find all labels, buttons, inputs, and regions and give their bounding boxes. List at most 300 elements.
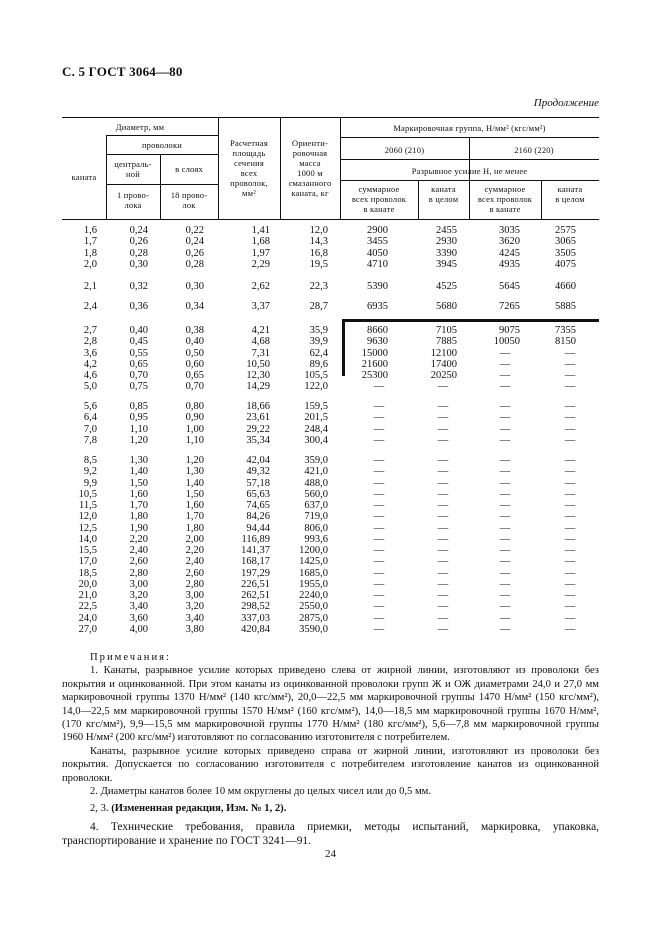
table-cell: —: [437, 578, 449, 590]
table-cell: 0,70: [129, 370, 148, 381]
table-cell: 35,34: [246, 434, 270, 446]
table-cell: 5,0: [83, 381, 97, 393]
note-1: 1. Канаты, разрывное усилие которых приведено слева от жирной линии, изготовляют из проволоки без покрытия и оцинкованной. При этом канаты из оцинкованной проволоки групп Ж и ОЖ диаметрами 24,0 и 27,0 мм маркировочной группы 1370 Н/мм² (140 кгс/мм²), 20,0—22,5 мм маркировочной группы 1470 Н/мм² (150 кгс/мм²), 14,0—22,5 мм маркировочной группы 1570 Н/мм² (160 кгс/мм²), 14,0—18,5 мм маркировочной группы 1670 Н/мм², (170 кгс/мм²), 9,9—15,5 мм маркировочной группы 1770 Н/мм² (180 кгс/мм²), 5,6—7,8 мм маркировочной группы 1960 Н/мм² (200 кгс/мм²) изготовляют по согласованию изготовителя с потребителем.: [62, 665, 599, 744]
divider: [340, 159, 599, 160]
table-cell: 2,1: [83, 281, 97, 292]
table-cell: —: [564, 434, 576, 446]
table-cell: —: [373, 522, 385, 534]
table-cell: 3,60: [129, 612, 148, 624]
col-header-rope-whole-1: каната в целом: [428, 184, 459, 204]
table-cell: 3590,0: [299, 623, 328, 635]
table-cell: 42,04: [246, 455, 270, 466]
table-cell: 488,0: [304, 477, 328, 489]
table-cell: —: [564, 370, 576, 381]
table-cell: 3,20: [129, 590, 148, 601]
table-cell: 0,34: [185, 301, 204, 312]
note-1b: Канаты, разрывное усилие которых приведено справа от жирной линии, изготовляют из проволоки без покрытия. Допускается по согласованию изготовителя с потребителем изготовление канатов из оцинкованной проволоки.: [62, 745, 599, 784]
table-cell: 3505: [555, 247, 576, 259]
table-cell: 9,2: [83, 466, 97, 478]
table-cell: 2,40: [129, 545, 148, 556]
table-cell: —: [373, 578, 385, 590]
table-cell: 337,03: [241, 612, 270, 624]
table-cell: —: [437, 522, 449, 534]
table-cell: —: [564, 545, 576, 556]
table-cell: 3,37: [251, 301, 270, 312]
table-cell: 4,21: [251, 325, 270, 336]
table-cell: 248,4: [304, 423, 328, 435]
divider: [106, 184, 218, 185]
table-cell: —: [437, 434, 449, 446]
table-cell: 8660: [367, 325, 388, 336]
table-cell: —: [437, 423, 449, 435]
table-cell: 9,9: [83, 477, 97, 489]
table-cell: 637,0: [304, 500, 328, 511]
continuation-label: Продолжение: [533, 97, 599, 109]
table-cell: —: [499, 533, 511, 545]
table-cell: 2,00: [185, 533, 204, 545]
table-cell: —: [564, 423, 576, 435]
table-cell: 0,22: [185, 225, 204, 236]
table-cell: 20,0: [78, 578, 97, 590]
table-cell: 3390: [436, 247, 457, 259]
table-cell: 1,90: [129, 522, 148, 534]
table-cell: 2,62: [251, 281, 270, 292]
table-cell: 0,50: [185, 347, 204, 359]
table-cell: 0,65: [185, 370, 204, 381]
table-cell: 10050: [493, 336, 520, 348]
table-cell: —: [564, 533, 576, 545]
table-cell: 0,85: [129, 401, 148, 412]
table-cell: —: [499, 601, 511, 613]
table-cell: 94,44: [246, 522, 270, 534]
table-cell: —: [499, 358, 511, 370]
table-cell: —: [564, 590, 576, 601]
table-cell: 4,6: [83, 370, 97, 381]
table-cell: 4,68: [251, 336, 270, 348]
table-cell: 89,6: [309, 358, 328, 370]
table-cell: 57,18: [246, 477, 270, 489]
table-cell: —: [437, 412, 449, 424]
table-cell: —: [499, 423, 511, 435]
table-cell: 4,00: [129, 623, 148, 635]
table-cell: —: [437, 500, 449, 511]
table-cell: —: [499, 434, 511, 446]
table-cell: —: [437, 545, 449, 556]
table-cell: 6,4: [83, 412, 97, 424]
table-cell: 3065: [555, 236, 576, 248]
table-cell: 3455: [367, 236, 388, 248]
table-cell: 1,10: [185, 434, 204, 446]
table-cell: 20250: [430, 370, 457, 381]
table-cell: 0,32: [129, 281, 148, 292]
divider: [106, 154, 218, 155]
table-cell: —: [437, 556, 449, 568]
table-cell: 1,40: [185, 477, 204, 489]
table-cell: —: [564, 455, 576, 466]
table-cell: 5680: [436, 301, 457, 312]
table-cell: 17400: [430, 358, 457, 370]
table-cell: 421,0: [304, 466, 328, 478]
table-cell: 1,8: [83, 247, 97, 259]
table-cell: 74,65: [246, 500, 270, 511]
table-cell: 10,5: [78, 488, 97, 500]
table-cell: 159,5: [304, 401, 328, 412]
table-cell: 2,80: [129, 567, 148, 579]
table-cell: 1,70: [185, 511, 204, 523]
table-cell: 4525: [436, 281, 457, 292]
table-cell: 262,51: [241, 590, 270, 601]
table-cell: 14,29: [246, 381, 270, 393]
table-cell: 116,89: [241, 533, 270, 545]
divider: [340, 137, 599, 138]
table-cell: —: [373, 466, 385, 478]
table-cell: —: [437, 381, 449, 393]
col-header-sum-wires-2: суммарное всех проволок в канате: [477, 184, 533, 214]
table-cell: 15,5: [78, 545, 97, 556]
table-cell: 2,0: [83, 258, 97, 270]
table-cell: —: [373, 545, 385, 556]
table-cell: 1,97: [251, 247, 270, 259]
col-header-rope-whole-2: каната в целом: [555, 184, 585, 204]
section-2-3: [62, 802, 599, 815]
table-cell: 0,90: [185, 412, 204, 424]
table-cell: 4660: [555, 281, 576, 292]
table-cell: 29,22: [246, 423, 270, 435]
table-cell: 1,70: [129, 500, 148, 511]
divider: [106, 135, 218, 136]
divider: [340, 180, 599, 181]
table-cell: 21,0: [78, 590, 97, 601]
table-cell: 1,00: [185, 423, 204, 435]
table-cell: 1,50: [185, 488, 204, 500]
col-header-layers: в слоях: [175, 164, 203, 174]
table-cell: 0,65: [129, 358, 148, 370]
table-cell: 0,75: [129, 381, 148, 393]
table-cell: 27,0: [78, 623, 97, 635]
table-cell: 12,0: [309, 225, 328, 236]
table-cell: 35,9: [309, 325, 328, 336]
table-cell: 12,0: [78, 511, 97, 523]
table-cell: 12100: [430, 347, 457, 359]
table-cell: 0,26: [129, 236, 148, 248]
table-cell: 168,17: [241, 556, 270, 568]
col-header-grade-2060: 2060 (210): [384, 145, 425, 155]
table-cell: 23,61: [246, 412, 270, 424]
table-cell: —: [499, 500, 511, 511]
table-cell: 5390: [367, 281, 388, 292]
table-cell: 22,3: [309, 281, 328, 292]
table-cell: 18,5: [78, 567, 97, 579]
table-cell: —: [373, 511, 385, 523]
table-cell: 7265: [499, 301, 520, 312]
table-cell: 10,50: [246, 358, 270, 370]
table-cell: 300,4: [304, 434, 328, 446]
table-cell: 7,0: [83, 423, 97, 435]
table-cell: —: [564, 381, 576, 393]
table-cell: —: [373, 401, 385, 412]
table-cell: 1,20: [129, 434, 148, 446]
table-cell: 0,28: [185, 258, 204, 270]
header-bottom-rule: [62, 219, 599, 220]
table-cell: 1,6: [83, 225, 97, 236]
table-cell: —: [564, 358, 576, 370]
table-cell: —: [499, 477, 511, 489]
table-cell: 28,7: [309, 301, 328, 312]
table-cell: —: [437, 488, 449, 500]
table-cell: —: [564, 488, 576, 500]
table-cell: —: [499, 578, 511, 590]
table-cell: 359,0: [304, 455, 328, 466]
section-4: 4. Технические требования, правила приемки, методы испытаний, маркировка, упаковка, транспортирование и хранение по ГОСТ 3241—91.: [62, 820, 599, 847]
table-cell: 2,7: [83, 325, 97, 336]
table-cell: 49,32: [246, 466, 270, 478]
table-cell: —: [373, 488, 385, 500]
table-cell: 197,29: [241, 567, 270, 579]
table-cell: 0,24: [129, 225, 148, 236]
table-cell: —: [373, 412, 385, 424]
table-cell: 8,5: [83, 455, 97, 466]
table-cell: 2,60: [185, 567, 204, 579]
table-cell: 0,80: [185, 401, 204, 412]
page-number: 24: [325, 848, 336, 860]
table-cell: 0,38: [185, 325, 204, 336]
col-header-grade-2160: 2160 (220): [514, 145, 554, 155]
table-cell: 9075: [499, 325, 520, 336]
table-cell: —: [373, 556, 385, 568]
table-cell: 1685,0: [299, 567, 328, 579]
table-cell: 2,60: [129, 556, 148, 568]
table-cell: 1,41: [251, 225, 270, 236]
table-cell: 16,8: [309, 247, 328, 259]
table-cell: —: [437, 590, 449, 601]
table-cell: 3,40: [129, 601, 148, 613]
table-cell: 4710: [367, 258, 388, 270]
table-cell: 7355: [555, 325, 576, 336]
table-cell: 226,51: [241, 578, 270, 590]
table-cell: 2,20: [185, 545, 204, 556]
table-cell: —: [499, 455, 511, 466]
table-cell: 1200,0: [299, 545, 328, 556]
table-cell: 3,00: [129, 578, 148, 590]
table-cell: 560,0: [304, 488, 328, 500]
table-cell: 14,0: [78, 533, 97, 545]
table-cell: —: [437, 401, 449, 412]
table-cell: 0,26: [185, 247, 204, 259]
col-header-wires: проволоки: [141, 140, 183, 150]
table-cell: 0,28: [129, 247, 148, 259]
table-cell: —: [564, 401, 576, 412]
table-cell: —: [373, 533, 385, 545]
table-cell: 3945: [436, 258, 457, 270]
col-header-rope: каната: [71, 172, 97, 182]
table-cell: 2,4: [83, 301, 97, 312]
table-cell: —: [373, 381, 385, 393]
table-cell: 3,6: [83, 347, 97, 359]
table-cell: 5885: [555, 301, 576, 312]
table-cell: 1,30: [129, 455, 148, 466]
table-cell: 8150: [555, 336, 576, 348]
table-cell: 1,60: [129, 488, 148, 500]
table-cell: —: [564, 477, 576, 489]
table-cell: 2240,0: [299, 590, 328, 601]
table-cell: —: [437, 601, 449, 613]
table-cell: 15000: [361, 347, 388, 359]
table-cell: 65,63: [246, 488, 270, 500]
table-cell: 201,5: [304, 412, 328, 424]
table-cell: 18,66: [246, 401, 270, 412]
table-cell: 420,84: [241, 623, 270, 635]
table-cell: 2,40: [185, 556, 204, 568]
table-cell: —: [437, 623, 449, 635]
table-cell: 5645: [499, 281, 520, 292]
table-cell: —: [564, 612, 576, 624]
table-cell: —: [564, 466, 576, 478]
table-cell: 2,80: [185, 578, 204, 590]
table-cell: —: [499, 466, 511, 478]
table-cell: 3,20: [185, 601, 204, 613]
table-cell: —: [437, 612, 449, 624]
table-cell: 1,60: [185, 500, 204, 511]
notes-heading: Примечания:: [90, 652, 171, 663]
table-cell: —: [437, 466, 449, 478]
table-cell: 6935: [367, 301, 388, 312]
table-cell: —: [437, 511, 449, 523]
table-cell: —: [499, 381, 511, 393]
table-cell: 2,8: [83, 336, 97, 348]
table-cell: 21600: [361, 358, 388, 370]
table-cell: —: [499, 567, 511, 579]
table-cell: 1,40: [129, 466, 148, 478]
table-cell: —: [373, 477, 385, 489]
table-cell: 719,0: [304, 511, 328, 523]
col-header-mass: Ориенти- ровочная масса 1000 м смазанного каната, кг: [288, 138, 332, 198]
table-cell: 1425,0: [299, 556, 328, 568]
table-cell: 4075: [555, 258, 576, 270]
table-cell: 1,7: [83, 236, 97, 248]
notes-section: [62, 651, 599, 848]
table-cell: 7,8: [83, 434, 97, 446]
table-cell: —: [499, 370, 511, 381]
table-top-rule: [62, 117, 599, 118]
table-cell: —: [564, 601, 576, 613]
table-cell: —: [564, 511, 576, 523]
table-cell: —: [564, 412, 576, 424]
table-cell: 14,3: [309, 236, 328, 248]
table-cell: 2,29: [251, 258, 270, 270]
col-header-central: централь- ной: [114, 159, 152, 179]
page-title: С. 5 ГОСТ 3064—80: [62, 64, 183, 79]
table-cell: 2455: [436, 225, 457, 236]
table-cell: 0,95: [129, 412, 148, 424]
table-cell: 9630: [367, 336, 388, 348]
table-cell: —: [499, 590, 511, 601]
section-2-3-change: (Измененная редакция, Изм. № 1, 2).: [111, 803, 287, 815]
col-header-diameter: Диаметр, мм: [115, 122, 165, 132]
table-cell: 12,5: [78, 522, 97, 534]
table-cell: 3,80: [185, 623, 204, 635]
table-cell: 0,70: [185, 381, 204, 393]
col-header-central-count: 1 прово- лока: [116, 190, 150, 210]
section-2-3-prefix: 2, 3.: [90, 803, 112, 815]
table-cell: 2,20: [129, 533, 148, 545]
table-cell: 2875,0: [299, 612, 328, 624]
table-cell: 1,10: [129, 423, 148, 435]
table-cell: 3035: [499, 225, 520, 236]
table-cell: 84,26: [246, 511, 270, 523]
table-cell: 17,0: [78, 556, 97, 568]
bold-divider-horizontal: [342, 319, 599, 322]
table-cell: —: [437, 455, 449, 466]
table-cell: 0,36: [129, 301, 148, 312]
table-cell: —: [564, 578, 576, 590]
table-cell: —: [437, 477, 449, 489]
table-cell: 4,2: [83, 358, 97, 370]
table-cell: —: [373, 455, 385, 466]
table-cell: —: [564, 500, 576, 511]
table-cell: 62,4: [309, 347, 328, 359]
table-cell: 7105: [436, 325, 457, 336]
table-cell: 1955,0: [299, 578, 328, 590]
table-cell: 1,20: [185, 455, 204, 466]
table-cell: —: [373, 601, 385, 613]
table-cell: 24,0: [78, 612, 97, 624]
table-cell: 0,40: [185, 336, 204, 348]
table-cell: —: [499, 401, 511, 412]
col-header-breaking-force: Разрывное усилие Н, не менее: [411, 166, 528, 176]
table-cell: 19,5: [309, 258, 328, 270]
table-cell: 1,80: [129, 511, 148, 523]
table-cell: —: [373, 612, 385, 624]
table-cell: 806,0: [304, 522, 328, 534]
table-cell: 0,60: [185, 358, 204, 370]
table-cell: 12,30: [246, 370, 270, 381]
table-cell: —: [564, 556, 576, 568]
table-cell: —: [499, 545, 511, 556]
table-cell: —: [499, 412, 511, 424]
col-header-area: Расчетная площадь сечения всех проволок, мм²: [230, 138, 268, 198]
table-cell: 0,55: [129, 347, 148, 359]
table-cell: 1,50: [129, 477, 148, 489]
table-cell: 2550,0: [299, 601, 328, 613]
table-cell: —: [564, 623, 576, 635]
table-cell: 2900: [367, 225, 388, 236]
table-cell: 4245: [499, 247, 520, 259]
table-cell: —: [499, 347, 511, 359]
table-cell: —: [499, 522, 511, 534]
table-cell: 4935: [499, 258, 520, 270]
table-cell: 0,45: [129, 336, 148, 348]
table-cell: 0,24: [185, 236, 204, 248]
table-cell: —: [499, 488, 511, 500]
table-cell: 7885: [436, 336, 457, 348]
table-cell: 993,6: [304, 533, 328, 545]
table-cell: —: [437, 533, 449, 545]
table-cell: 3620: [499, 236, 520, 248]
table-cell: —: [373, 500, 385, 511]
table-cell: 105,5: [304, 370, 328, 381]
table-cell: 3,00: [185, 590, 204, 601]
table-cell: 39,9: [309, 336, 328, 348]
table-cell: —: [499, 556, 511, 568]
note-2: 2. Диаметры канатов более 10 мм округлены до целых чисел или до 0,5 мм.: [90, 786, 432, 798]
col-header-marking-group: Маркировочная группа, Н/мм² (кгс/мм²): [393, 123, 546, 133]
table-cell: —: [373, 423, 385, 435]
table-cell: —: [373, 623, 385, 635]
table-cell: 3,40: [185, 612, 204, 624]
table-cell: 2930: [436, 236, 457, 248]
table-cell: —: [564, 347, 576, 359]
table-cell: —: [499, 511, 511, 523]
